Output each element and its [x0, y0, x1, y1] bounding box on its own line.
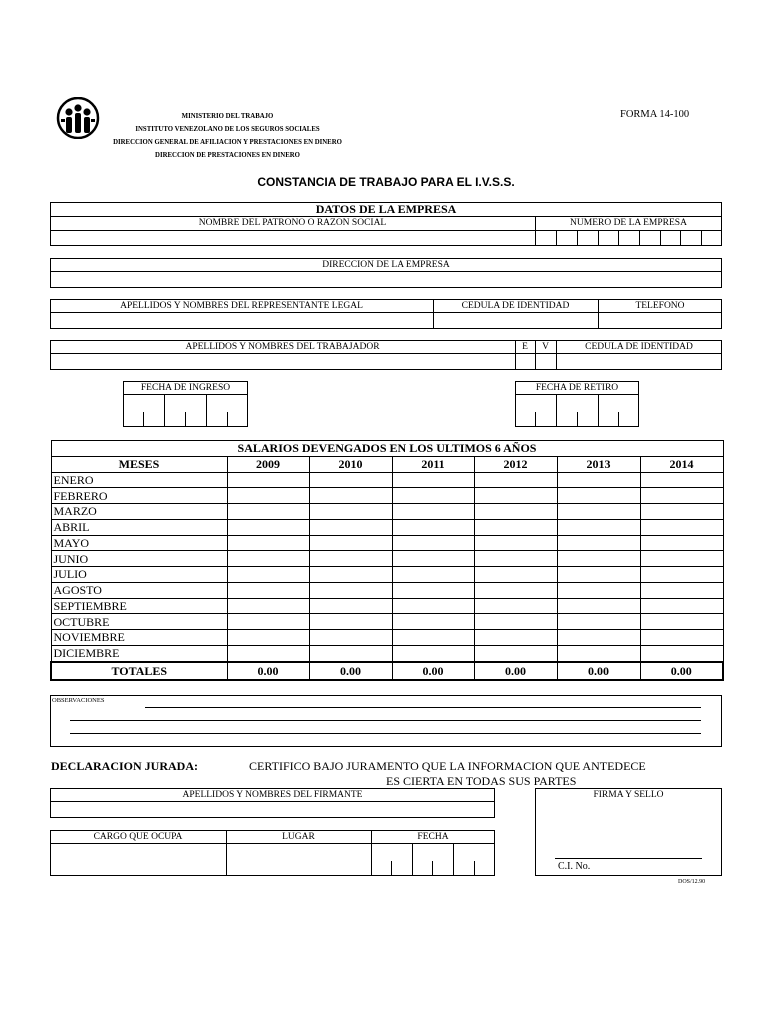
firma-sello-label: FIRMA Y SELLO	[593, 790, 664, 800]
salary-cell[interactable]	[557, 519, 640, 535]
salary-cell[interactable]	[392, 598, 474, 614]
telefono-label: TELEFONO	[635, 301, 685, 311]
salary-cell[interactable]	[640, 504, 723, 520]
v-checkbox[interactable]	[536, 354, 555, 369]
form-code: FORMA 14-100	[620, 109, 690, 120]
declaracion-label: DECLARACION JURADA:	[51, 759, 198, 773]
salary-cell[interactable]	[474, 614, 557, 630]
salary-cell[interactable]	[309, 598, 392, 614]
total-cell: 0.00	[557, 662, 640, 680]
month-label: FEBRERO	[51, 488, 227, 504]
salary-cell[interactable]	[309, 551, 392, 567]
e-label: E	[522, 342, 528, 352]
total-cell: 0.00	[227, 662, 309, 680]
salary-cell[interactable]	[557, 582, 640, 598]
year-header: 2011	[392, 456, 474, 472]
salary-cell[interactable]	[640, 488, 723, 504]
month-label: ENERO	[51, 472, 227, 488]
salary-cell[interactable]	[640, 582, 723, 598]
table-row	[51, 519, 723, 535]
e-checkbox[interactable]	[516, 354, 534, 369]
table-row	[51, 645, 723, 661]
salary-cell[interactable]	[227, 472, 309, 488]
month-label: JULIO	[51, 567, 227, 583]
salary-cell[interactable]	[640, 472, 723, 488]
salary-cell[interactable]	[309, 504, 392, 520]
salary-cell[interactable]	[309, 614, 392, 630]
salary-cell[interactable]	[640, 567, 723, 583]
salary-cell[interactable]	[474, 630, 557, 646]
fecha-retiro-label: FECHA DE RETIRO	[535, 383, 619, 393]
salary-cell[interactable]	[309, 519, 392, 535]
direccion-field[interactable]	[51, 272, 721, 287]
salary-cell[interactable]	[227, 488, 309, 504]
table-row	[51, 598, 723, 614]
trabajador-cedula-label: CEDULA DE IDENTIDAD	[585, 342, 693, 352]
salary-cell[interactable]	[557, 488, 640, 504]
month-label: SEPTIEMBRE	[51, 598, 227, 614]
header-line-4: DIRECCION DE PRESTACIONES EN DINERO	[155, 152, 300, 159]
rep-cedula-field[interactable]	[434, 313, 597, 328]
observaciones-label: OBSERVACIONES	[52, 697, 105, 704]
numero-empresa-label: NUMERO DE LA EMPRESA	[570, 218, 687, 228]
salary-cell[interactable]	[309, 645, 392, 661]
salary-cell[interactable]	[474, 504, 557, 520]
patrono-field[interactable]	[51, 231, 534, 245]
month-label: MARZO	[51, 504, 227, 520]
trabajador-label: APELLIDOS Y NOMBRES DEL TRABAJADOR	[185, 342, 380, 352]
empresa-section-title: DATOS DE LA EMPRESA	[315, 202, 457, 216]
trabajador-cedula-field[interactable]	[557, 354, 721, 369]
salary-cell[interactable]	[640, 519, 723, 535]
meses-header: MESES	[51, 456, 227, 472]
table-row	[51, 614, 723, 630]
salary-cell[interactable]	[392, 504, 474, 520]
salary-cell[interactable]	[474, 519, 557, 535]
salary-cell[interactable]	[474, 582, 557, 598]
year-header: 2010	[309, 456, 392, 472]
lugar-label: LUGAR	[282, 832, 315, 842]
salary-cell[interactable]	[227, 551, 309, 567]
salary-cell[interactable]	[227, 519, 309, 535]
firmante-label: APELLIDOS Y NOMBRES DEL FIRMANTE	[182, 790, 363, 800]
total-cell: 0.00	[474, 662, 557, 680]
salary-cell[interactable]	[640, 598, 723, 614]
year-header: 2013	[557, 456, 640, 472]
salary-cell[interactable]	[640, 630, 723, 646]
table-row	[51, 630, 723, 646]
salary-cell[interactable]	[474, 567, 557, 583]
month-label: ABRIL	[51, 519, 227, 535]
direccion-label: DIRECCION DE LA EMPRESA	[322, 260, 450, 270]
salary-cell[interactable]	[557, 567, 640, 583]
trabajador-field[interactable]	[51, 354, 514, 369]
salary-cell[interactable]	[309, 567, 392, 583]
salary-cell[interactable]	[227, 598, 309, 614]
salary-cell[interactable]	[392, 488, 474, 504]
salary-cell[interactable]	[309, 582, 392, 598]
year-header: 2012	[474, 456, 557, 472]
table-row	[51, 567, 723, 583]
salary-cell[interactable]	[392, 614, 474, 630]
rep-cedula-label: CEDULA DE IDENTIDAD	[461, 301, 570, 311]
month-label: NOVIEMBRE	[51, 630, 227, 646]
page-title: CONSTANCIA DE TRABAJO PARA EL I.V.S.S.	[257, 175, 515, 189]
doc-code: DOS/12.90	[678, 879, 706, 885]
salary-cell[interactable]	[392, 535, 474, 551]
v-label: V	[542, 342, 549, 352]
salary-cell[interactable]	[640, 551, 723, 567]
salary-cell[interactable]	[392, 472, 474, 488]
salary-cell[interactable]	[557, 535, 640, 551]
salary-cell[interactable]	[392, 551, 474, 567]
patrono-label: NOMBRE DEL PATRONO O RAZON SOCIAL	[198, 218, 387, 228]
salary-cell[interactable]	[640, 535, 723, 551]
year-header: 2009	[227, 456, 309, 472]
salary-cell[interactable]	[474, 551, 557, 567]
header-line-1: MINISTERIO DEL TRABAJO	[181, 113, 274, 120]
representante-field[interactable]	[51, 313, 432, 328]
salary-cell[interactable]	[557, 645, 640, 661]
total-cell: 0.00	[309, 662, 392, 680]
salary-cell[interactable]	[557, 630, 640, 646]
salary-cell[interactable]	[392, 519, 474, 535]
cargo-field[interactable]	[51, 844, 225, 875]
salary-cell[interactable]	[640, 645, 723, 661]
telefono-field[interactable]	[599, 313, 721, 328]
salary-cell[interactable]	[392, 582, 474, 598]
salary-cell[interactable]	[557, 614, 640, 630]
cargo-label: CARGO QUE OCUPA	[93, 832, 183, 842]
lugar-field[interactable]	[227, 844, 370, 875]
salary-cell[interactable]	[392, 630, 474, 646]
header-line-2: INSTITUTO VENEZOLANO DE LOS SEGUROS SOCIALES	[135, 126, 320, 133]
salary-cell[interactable]	[309, 535, 392, 551]
salary-cell[interactable]	[640, 614, 723, 630]
salary-cell[interactable]	[474, 645, 557, 661]
salary-cell[interactable]	[227, 582, 309, 598]
salary-cell[interactable]	[557, 504, 640, 520]
salary-cell[interactable]	[309, 488, 392, 504]
month-label: DICIEMBRE	[51, 645, 227, 661]
observaciones-box[interactable]	[50, 695, 722, 747]
declaracion-line-2: ES CIERTA EN TODAS SUS PARTES	[386, 774, 577, 788]
salarios-table	[50, 440, 724, 681]
salary-cell[interactable]	[557, 472, 640, 488]
table-row	[51, 535, 723, 551]
month-label: MAYO	[51, 535, 227, 551]
salary-cell[interactable]	[227, 645, 309, 661]
salary-cell[interactable]	[474, 472, 557, 488]
month-label: AGOSTO	[51, 582, 227, 598]
total-cell: 0.00	[640, 662, 723, 680]
salary-cell[interactable]	[474, 535, 557, 551]
salary-cell[interactable]	[227, 535, 309, 551]
salary-cell[interactable]	[227, 630, 309, 646]
salary-cell[interactable]	[474, 598, 557, 614]
salary-cell[interactable]	[392, 567, 474, 583]
total-cell: 0.00	[392, 662, 474, 680]
salary-cell[interactable]	[309, 630, 392, 646]
salary-cell[interactable]	[474, 488, 557, 504]
salary-cell[interactable]	[227, 567, 309, 583]
salary-cell[interactable]	[557, 551, 640, 567]
fecha-ingreso-label: FECHA DE INGRESO	[140, 383, 231, 393]
table-row	[51, 551, 723, 567]
salary-cell[interactable]	[309, 472, 392, 488]
table-row	[51, 504, 723, 520]
month-label: JUNIO	[51, 551, 227, 567]
table-row	[51, 582, 723, 598]
totales-row	[51, 662, 723, 680]
year-header: 2014	[640, 456, 723, 472]
declaracion-line-1: CERTIFICO BAJO JURAMENTO QUE LA INFORMACION QUE ANTEDECE	[249, 759, 646, 773]
salarios-header-row	[51, 456, 723, 472]
representante-label: APELLIDOS Y NOMBRES DEL REPRESENTANTE LEGAL	[120, 301, 363, 311]
ci-label: C.I. No.	[558, 861, 591, 872]
firmante-field[interactable]	[51, 802, 494, 817]
salarios-title: SALARIOS DEVENGADOS EN LOS ULTIMOS 6 AÑOS	[51, 441, 723, 457]
salary-cell[interactable]	[557, 598, 640, 614]
header-line-3: DIRECCION GENERAL DE AFILIACION Y PRESTACIONES EN DINERO	[113, 139, 342, 146]
table-row	[51, 472, 723, 488]
fecha-label: FECHA	[417, 832, 449, 842]
salary-cell[interactable]	[227, 504, 309, 520]
month-label: OCTUBRE	[51, 614, 227, 630]
table-row	[51, 488, 723, 504]
totales-label: TOTALES	[51, 662, 227, 680]
salary-cell[interactable]	[227, 614, 309, 630]
salary-cell[interactable]	[392, 645, 474, 661]
